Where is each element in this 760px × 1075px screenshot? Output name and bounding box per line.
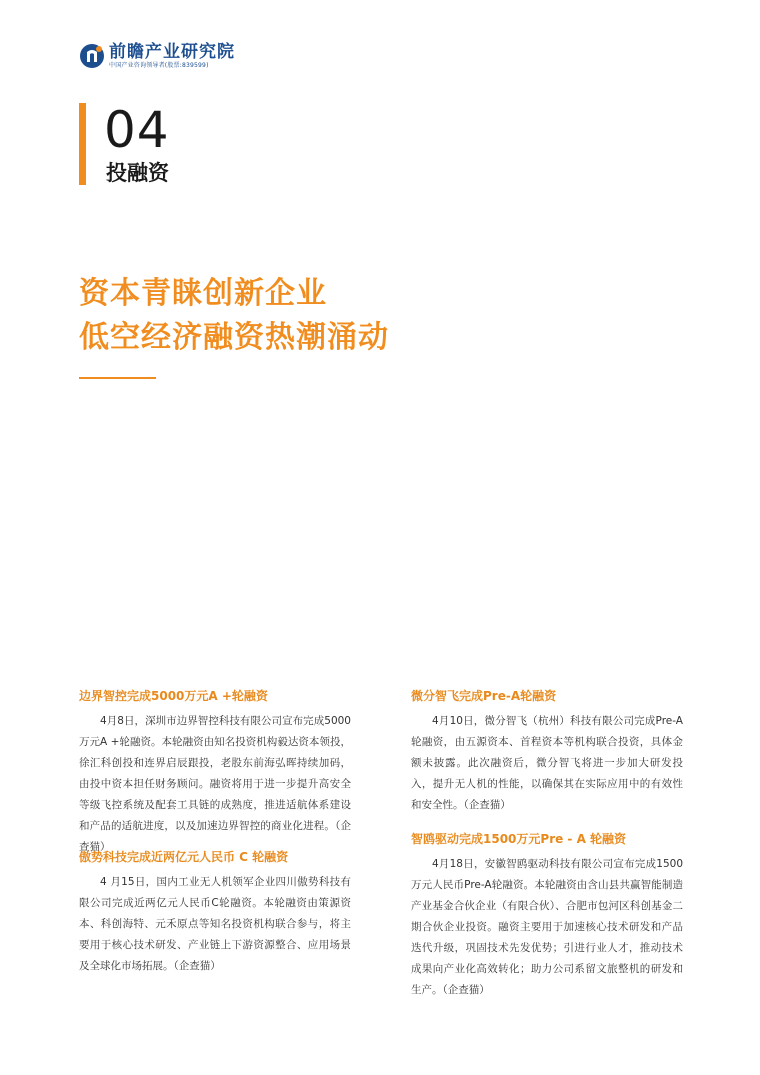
logo: [79, 42, 235, 70]
article-title: 智鸥驱动完成1500万元Pre - A 轮融资: [411, 832, 627, 846]
section-title: 投融资: [106, 161, 169, 185]
article-body: 4 月15日，国内工业无人机领军企业四川傲势科技有限公司完成近两亿元人民币C轮融资。本轮融资由策源资本、科创海特、元禾原点等知名投资机构联合参与，将主要用于核心技术研发、产业链上下游资源整合、应用场景及全球化市场拓展。（企查猫）: [79, 876, 351, 972]
article-2: [79, 849, 351, 977]
article-body: 4月10日，微分智飞（杭州）科技有限公司完成Pre-A轮融资，由五源资本、首程资本等机构联合投资，具体金额未披露。此次融资后，微分智飞将进一步加大研发投入，提升无人机的性能，以确保其在实际应用中的有效性和安全性。（企查猫）: [411, 715, 683, 811]
article-body: 4月8日，深圳市边界智控科技有限公司宣布完成5000万元A +轮融资。本轮融资由知名投资机构毅达资本领投，徐汇科创投和连界启辰跟投，老股东前海弘晖持续加码，由投中资本担任财务顾问。融资将用于进一步提升高安全等级飞控系统及配套工具链的成熟度，推进适航体系建设和产品的适航进度，以及加速边界智控的商业化进程。（企查猫）: [79, 715, 351, 853]
article-body: 4月18日，安徽智鸥驱动科技有限公司宣布完成1500万元人民币Pre-A轮融资。本轮融资由含山县共赢智能制造产业基金合伙企业（有限合伙）、合肥市包河区科创基金二期合伙企业投资。融资主要用于加速核心技术研发和产品迭代升级，巩固技术先发优势；引进行业人才，推动技术成果向产业化高效转化；助力公司系留文旅整机的研发和生产。（企查猫）: [411, 858, 683, 996]
headline-line-1: 资本青睐创新企业: [79, 276, 327, 311]
page-headline: [79, 272, 389, 360]
article-title: 微分智飞完成Pre-A轮融资: [411, 689, 557, 703]
headline-line-2: 低空经济融资热潮涌动: [79, 320, 389, 355]
section-number: 04: [104, 101, 170, 159]
article-title: 傲势科技完成近两亿元人民币 C 轮融资: [79, 850, 289, 864]
section-accent-bar: [79, 103, 86, 185]
headline-divider: [79, 377, 156, 379]
logo-name: 前瞻产业研究院: [109, 42, 235, 62]
article-1: [79, 688, 351, 858]
article-title: 边界智控完成5000万元A +轮融资: [79, 689, 268, 703]
article-4: [411, 831, 683, 1001]
logo-icon: [79, 43, 105, 69]
logo-subtitle: 中国产业咨询领导者(股票:839599): [109, 62, 209, 69]
article-3: [411, 688, 683, 816]
